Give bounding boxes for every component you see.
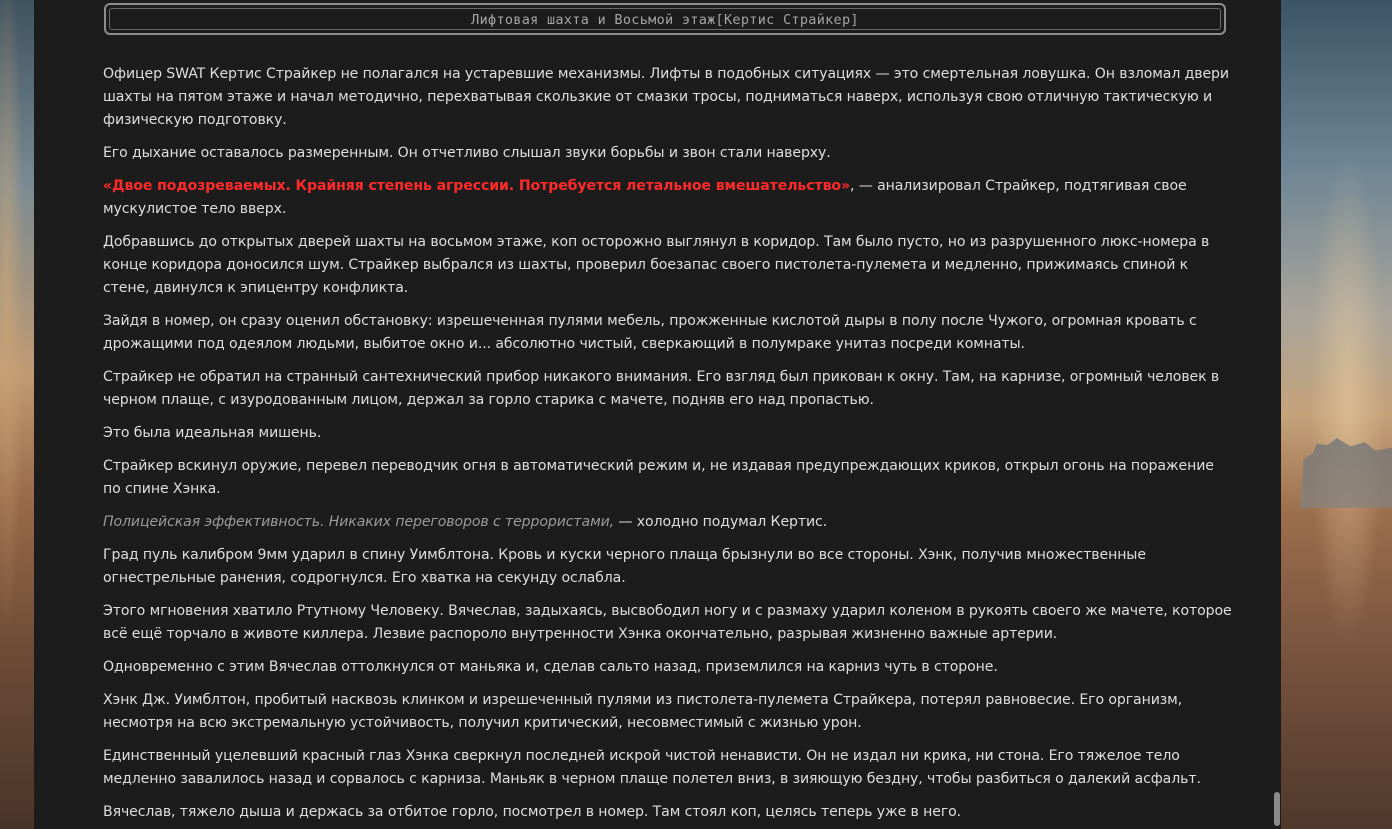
paragraph-text: Добравшись до открытых дверей шахты на восьмом этаже, коп осторожно выглянул в коридор. Там было пусто, но из разрушенного люкс-номера в конце коридора доносился шум. Страйкер выбрался из шахты, проверил боезапас своего пистолета-пулемета и медленно, прижимаясь спиной к стене, двинулся к эпицентру конфликта.: [103, 234, 1210, 296]
paragraph: [103, 544, 1233, 590]
inner-thought: Полицейская эффективность. Никаких переговоров с террористами,: [103, 514, 615, 530]
story-content: [103, 63, 1233, 829]
paragraph-text: Этого мгновения хватило Ртутному Человеку. Вячеслав, задыхаясь, высвободил ногу и с размаху ударил коленом в рукоять своего же мачете, которое всё ещё торчало в животе киллера. Лезвие распороло внутренности Хэнка окончательно, разрывая жизненно важные артерии.: [103, 603, 1232, 642]
paragraph: [103, 231, 1233, 300]
scrollbar-thumb[interactable]: [1274, 792, 1280, 826]
paragraph: [103, 422, 1233, 445]
paragraph: [103, 745, 1233, 791]
paragraph-text: Это была идеальная мишень.: [103, 425, 322, 441]
paragraph: [103, 689, 1233, 735]
paragraph-text: Офицер SWAT Кертис Страйкер не полагался на устаревшие механизмы. Лифты в подобных ситуациях — это смертельная ловушка. Он взломал двери шахты на пятом этаже и начал методично, перехватывая скользкие от смазки тросы, подниматься наверх, используя свою отличную тактическую и физическую подготовку.: [103, 66, 1229, 128]
speech-quote: «Двое подозреваемых. Крайняя степень агрессии. Потребуется летальное вмешательство»: [103, 178, 850, 194]
paragraph-text: Зайдя в номер, он сразу оценил обстановку: изрешеченная пулями мебель, прожженные кислотой дыры в полу после Чужого, огромная кровать с дрожащими под одеялом людьми, выбитое окно и... абсолютно чистый, сверкающий в полумраке унитаз посреди комнаты.: [103, 313, 1197, 352]
paragraph: [103, 801, 1233, 824]
paragraph: [103, 366, 1233, 412]
paragraph: [103, 455, 1233, 501]
paragraph-text: — холодно подумал Кертис.: [614, 514, 828, 530]
paragraph-text: Его дыхание оставалось размеренным. Он отчетливо слышал звуки борьбы и звон стали наверху.: [103, 145, 831, 161]
paragraph-text: Вячеслав, тяжело дыша и держась за отбитое горло, посмотрел в номер. Там стоял коп, целясь теперь уже в него.: [103, 804, 962, 820]
paragraph-text: Одновременно с этим Вячеслав оттолкнулся от маньяка и, сделав сальто назад, приземлился на карниз чуть в стороне.: [103, 659, 998, 675]
paragraph: [103, 142, 1233, 165]
paragraph: [103, 175, 1233, 221]
vertical-scrollbar[interactable]: [1273, 0, 1281, 829]
chapter-title-box: [104, 3, 1226, 35]
chapter-title: Лифтовая шахта и Восьмой этаж[Кертис Страйкер]: [471, 12, 859, 28]
paragraph: [103, 63, 1233, 132]
paragraph-text: Хэнк Дж. Уимблтон, пробитый насквозь клинком и изрешеченный пулями из пистолета-пулемета Страйкера, потерял равновесие. Его организм, несмотря на всю экстремальную устойчивость, получил критический, несовместимый с жизнью урон.: [103, 692, 1183, 731]
paragraph-text: Страйкер вскинул оружие, перевел переводчик огня в автоматический режим и, не издавая предупреждающих криков, открыл огонь на поражение по спине Хэнка.: [103, 458, 1214, 497]
background-right: [1281, 0, 1392, 829]
background-left: [0, 0, 34, 829]
paragraph: [103, 310, 1233, 356]
paragraph: [103, 511, 1233, 534]
story-panel: [34, 0, 1281, 829]
paragraph-text: Единственный уцелевший красный глаз Хэнка сверкнул последней искрой чистой ненависти. Он не издал ни крика, ни стона. Его тяжелое тело медленно завалилось назад и сорвалось с карниза. Маньяк в черном плаще полетел вниз, в зияющую бездну, чтобы разбиться о далекий асфальт.: [103, 748, 1201, 787]
paragraph-text: Страйкер не обратил на странный сантехнический прибор никакого внимания. Его взгляд был прикован к окну. Там, на карнизе, огромный человек в черном плаще, с изуродованным лицом, держал за горло старика с мачете, подняв его над пропастью.: [103, 369, 1220, 408]
paragraph: [103, 656, 1233, 679]
paragraph-text: , — анализировал Страйкер, подтягивая свое мускулистое тело вверх.: [103, 178, 1187, 217]
paragraph: [103, 600, 1233, 646]
paragraph-text: Град пуль калибром 9мм ударил в спину Уимблтона. Кровь и куски черного плаща брызнули во все стороны. Хэнк, получив множественные огнестрельные ранения, содрогнулся. Его хватка на секунду ослабла.: [103, 547, 1146, 586]
